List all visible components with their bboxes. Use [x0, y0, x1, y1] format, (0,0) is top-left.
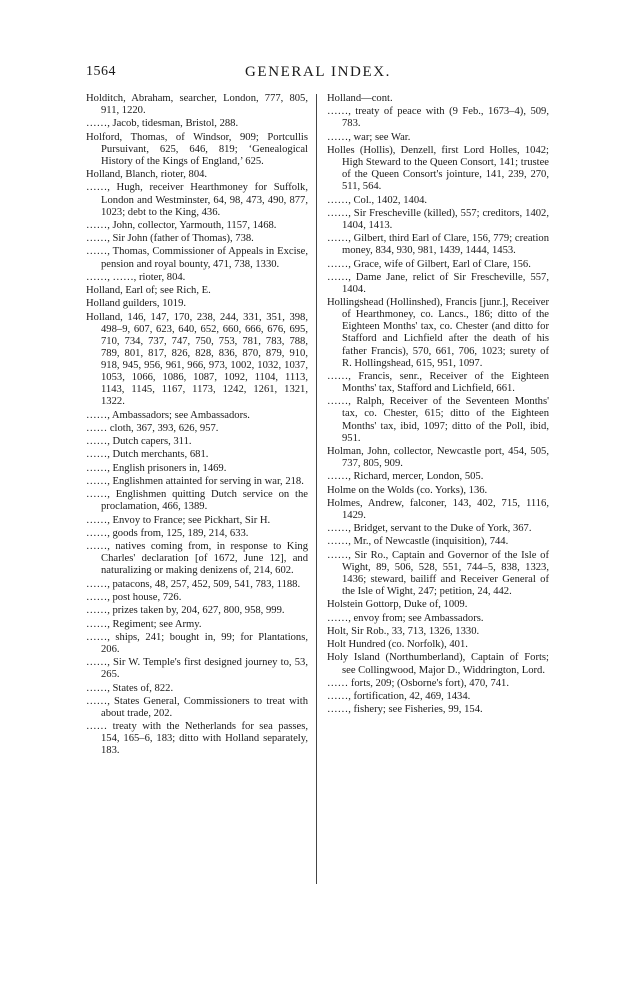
index-entry: ……, Sir Frescheville (killed), 557; creditors, 1402, 1404, 1413.	[327, 207, 549, 231]
index-entry: ……, Sir W. Temple's first designed journey to, 53, 265.	[86, 657, 308, 681]
index-entry: ……, Mr., of Newcastle (inquisition), 744.	[327, 536, 509, 548]
index-entry: Holy Island (Northumberland), Captain of Forts; see Collingwood, Major D., Widdrington, Lord.	[327, 652, 549, 676]
index-entry: ……, Sir Ro., Captain and Governor of the Isle of Wight, 89, 506, 528, 551, 744–5, 838, 1323, 1436; steward, bailiff and Receiver General of the Isle of Wight, 247; petition, 24, 442.	[327, 549, 549, 598]
index-entry: ……, war; see War.	[327, 131, 411, 143]
index-entry: ……, Envoy to France; see Pickhart, Sir H.	[86, 514, 271, 526]
index-entry: ……, Ambassadors; see Ambassadors.	[86, 409, 250, 421]
index-entry: ……, John, collector, Yarmouth, 1157, 1468.	[86, 219, 277, 231]
page-header	[86, 64, 550, 82]
index-entry: Holstein Gottorp, Duke of, 1009.	[327, 599, 468, 611]
index-entry: ……, Hugh, receiver Hearthmoney for Suffolk, London and Westminster, 64, 98, 473, 490, 877, 1023; debt to the King, 436.	[86, 182, 308, 218]
index-entry: ……, Gilbert, third Earl of Clare, 156, 779; creation money, 834, 930, 981, 1439, 1444, 1453.	[327, 233, 549, 257]
index-entry: ……, Regiment; see Army.	[86, 618, 202, 630]
running-head: GENERAL INDEX.	[245, 64, 391, 80]
index-entry: ……, Col., 1402, 1404.	[327, 194, 428, 206]
index-entry: Holford, Thomas, of Windsor, 909; Portcullis Pursuivant, 625, 646, 819; ‘Genealogical History of the Kings of England,’ 625.	[86, 131, 308, 167]
index-entry: Holland—cont.	[327, 93, 393, 104]
index-entry: ……, Francis, senr., Receiver of the Eighteen Months' tax, Stafford and Lichfield, 661.	[327, 370, 549, 395]
index-entry: ……, Richard, mercer, London, 505.	[327, 471, 484, 483]
index-entry: ……, Dutch merchants, 681.	[86, 449, 209, 461]
index-entry: ……, Ralph, Receiver of the Seventeen Months' tax, co. Chester, 615; ditto of the Eighteen Months' tax, ibid, 1097; ditto of the Poll, ibid, 951.	[327, 396, 549, 444]
index-entry: ……, ships, 241; bought in, 99; for Plantations, 206.	[86, 631, 308, 655]
index-column-left	[86, 93, 308, 759]
index-entry: ……, States of, 822.	[86, 682, 174, 694]
index-entry: ……, patacons, 48, 257, 452, 509, 541, 783, 1188.	[86, 578, 301, 590]
index-entry: ……, States General, Commissioners to treat with about trade, 202.	[86, 695, 308, 719]
index-entry: ……, natives coming from, in response to King Charles' declaration [of 1672, June 12], and naturalizing or making denizens of, 214, 602.	[86, 541, 308, 577]
index-entry: Holmes, Andrew, falconer, 143, 402, 715, 1116, 1429.	[327, 497, 549, 521]
index-entry: ……, English prisoners in, 1469.	[86, 462, 227, 474]
column-divider	[316, 94, 317, 884]
index-entry: Holland guilders, 1019.	[86, 298, 187, 310]
index-entry: ……, Jacob, tidesman, Bristol, 288.	[86, 118, 239, 130]
index-entry: ……, Sir John (father of Thomas), 738.	[86, 233, 254, 245]
index-entry: ……, Thomas, Commissioner of Appeals in Excise, pension and royal bounty, 471, 738, 1330.	[86, 246, 308, 270]
index-entry: Holland, Earl of; see Rich, E.	[86, 285, 211, 297]
index-entry: ……, post house, 726.	[86, 591, 182, 603]
index-entry: Holt Hundred (co. Norfolk), 401.	[327, 639, 468, 651]
index-entry: ……, Bridget, servant to the Duke of York, 367.	[327, 523, 532, 535]
index-column-right	[327, 93, 549, 718]
index-entry: ……, prizes taken by, 204, 627, 800, 958, 999.	[86, 605, 285, 617]
index-entry: ……, Grace, wife of Gilbert, Earl of Clare, 156.	[327, 258, 531, 270]
index-entry: ……, Dame Jane, relict of Sir Frescheville, 557, 1404.	[327, 271, 549, 295]
index-entry: …… forts, 209; (Osborne's fort), 470, 741.	[327, 677, 509, 689]
index-entry: Holles (Hollis), Denzell, first Lord Holles, 1042; High Steward to the Queen Consort, 141; trustee of the Queen Consort's jointure, 141, 239, 270, 511, 564.	[327, 144, 549, 193]
index-entry: ……, treaty of peace with (9 Feb., 1673–4), 509, 783.	[327, 106, 549, 130]
index-entry: ……, fishery; see Fisheries, 99, 154.	[327, 704, 483, 716]
index-entry: Holditch, Abraham, searcher, London, 777, 805, 911, 1220.	[86, 93, 308, 117]
index-entry: ……, ……, rioter, 804.	[86, 271, 186, 283]
page-number: 1564	[86, 64, 116, 79]
index-entry: ……, envoy from; see Ambassadors.	[327, 612, 484, 624]
index-entry: Holland, 146, 147, 170, 238, 244, 331, 351, 398, 498–9, 607, 623, 640, 652, 660, 666, 676, 695, 710, 734, 737, 747, 750, 753, 781, 783, 788, 789, 801, 817, 826, 828, 836, 870, 879, 910, 918, 945, 956, 961, 966, 973, 1002, 1032, 1037, 1053, 1066, 1086, 1087, 1092, 1104, 1113, 1143, 1145, 1167, 1173, 1242, 1261, 1321, 1322.	[86, 311, 308, 408]
index-entry: ……, Englishmen quitting Dutch service on the proclamation, 466, 1389.	[86, 489, 308, 513]
index-entry: Holme on the Wolds (co. Yorks), 136.	[327, 484, 488, 496]
index-entry: ……, fortification, 42, 469, 1434.	[327, 691, 471, 703]
index-entry: Holland, Blanch, rioter, 804.	[86, 169, 208, 181]
index-entry: ……, Dutch capers, 311.	[86, 436, 192, 448]
index-entry: ……, Englishmen attainted for serving in war, 218.	[86, 476, 304, 487]
index-entry: Holman, John, collector, Newcastle port, 454, 505, 737, 805, 909.	[327, 445, 549, 469]
index-entry: …… cloth, 367, 393, 626, 957.	[86, 422, 219, 434]
index-entry: ……, goods from, 125, 189, 214, 633.	[86, 527, 249, 539]
index-entry: …… treaty with the Netherlands for sea passes, 154, 165–6, 183; ditto with Holland separately, 183.	[86, 721, 308, 757]
index-entry: Hollingshead (Hollinshed), Francis [junr.], Receiver of Hearthmoney, co. Lancs., 186; ditto of the Eighteen Months' tax, co. Chester (and ditto for Stafford and Lichfield after the death of his father Francis), 570, 661, 706, 1023; surety of R. Hollingshead, 615, 951, 1097.	[327, 297, 549, 369]
index-entry: Holt, Sir Rob., 33, 713, 1326, 1330.	[327, 625, 480, 637]
